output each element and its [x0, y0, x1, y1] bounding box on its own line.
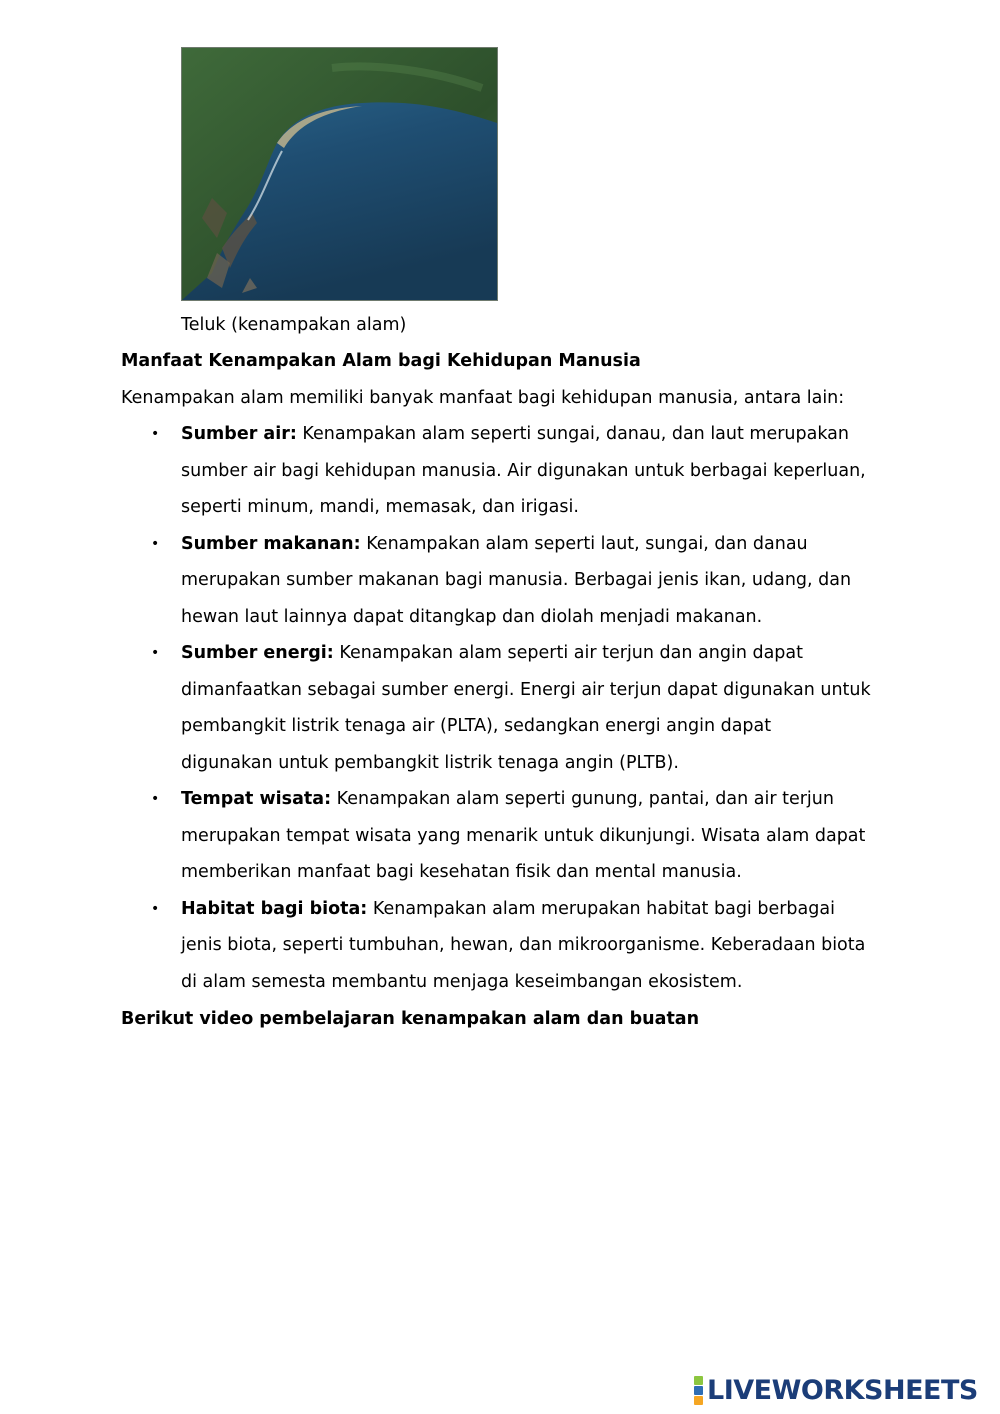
benefit-title: Sumber air:	[181, 424, 297, 444]
benefit-line: sumber air bagi kehidupan manusia. Air digunakan untuk berbagai keperluan,	[181, 460, 866, 481]
benefit-text: Kenampakan alam seperti air terjun dan angin dapat	[333, 643, 803, 663]
benefit-title: Sumber makanan:	[181, 533, 361, 554]
benefits-list	[121, 416, 901, 1000]
benefit-title: Sumber energi:	[181, 643, 334, 663]
benefit-line	[181, 526, 901, 563]
benefit-line: merupakan tempat wisata yang menarik untuk dikunjungi. Wisata alam dapat	[181, 825, 866, 846]
benefit-title: Habitat bagi biota:	[181, 898, 368, 919]
benefit-title: Tempat wisata:	[181, 789, 332, 809]
bullet-icon: •	[151, 535, 160, 552]
bay-photo-icon	[182, 48, 497, 300]
benefit-item	[121, 781, 901, 891]
logo-text: LIVEWORKSHEETS	[707, 1374, 978, 1406]
benefit-line: seperti minum, mandi, memasak, dan irigasi.	[181, 497, 579, 517]
benefit-line: digunakan untuk pembangkit listrik tenaga angin (PLTB).	[181, 752, 679, 773]
benefit-line: merupakan sumber makanan bagi manusia. Berbagai jenis ikan, udang, dan	[181, 570, 852, 590]
bullet-icon: •	[151, 645, 160, 661]
benefit-line	[181, 891, 901, 928]
benefit-text: Kenampakan alam merupakan habitat bagi berbagai	[367, 898, 835, 919]
benefit-line: pembangkit listrik tenaga air (PLTA), sedangkan energi angin dapat	[181, 716, 772, 736]
benefit-item	[121, 416, 901, 526]
liveworksheets-logo[interactable]	[694, 1374, 978, 1406]
section-heading: Manfaat Kenampakan Alam bagi Kehidupan Manusia	[121, 351, 641, 371]
video-heading: Berikut video pembelajaran kenampakan alam dan buatan	[121, 1009, 700, 1029]
benefit-text: Kenampakan alam seperti sungai, danau, dan laut merupakan	[296, 424, 849, 444]
benefit-text: Kenampakan alam seperti laut, sungai, dan danau	[360, 533, 808, 554]
benefit-text: Kenampakan alam seperti gunung, pantai, dan air terjun	[331, 789, 834, 809]
benefit-line: jenis biota, seperti tumbuhan, hewan, dan mikroorganisme. Keberadaan biota	[181, 935, 866, 955]
benefit-line	[181, 635, 901, 672]
image-caption: Teluk (kenampakan alam)	[181, 315, 407, 335]
benefit-item	[121, 526, 901, 636]
benefit-item	[121, 891, 901, 1001]
benefit-line: dimanfaatkan sebagai sumber energi. Energi air terjun dapat digunakan untuk	[181, 679, 871, 700]
benefit-item	[121, 635, 901, 781]
bullet-icon: •	[151, 900, 160, 917]
liveworksheets-logo-icon	[694, 1376, 703, 1405]
benefit-line: hewan laut lainnya dapat ditangkap dan diolah menjadi makanan.	[181, 606, 763, 627]
benefit-line	[181, 781, 901, 818]
bay-photo	[181, 47, 498, 301]
benefit-line: di alam semesta membantu menjaga keseimbangan ekosistem.	[181, 971, 743, 992]
benefit-line: memberikan manfaat bagi kesehatan fisik dan mental manusia.	[181, 862, 742, 882]
benefit-line	[181, 416, 901, 453]
intro-paragraph: Kenampakan alam memiliki banyak manfaat bagi kehidupan manusia, antara lain:	[121, 388, 845, 408]
bullet-icon: •	[151, 791, 160, 807]
bullet-icon: •	[151, 426, 160, 442]
